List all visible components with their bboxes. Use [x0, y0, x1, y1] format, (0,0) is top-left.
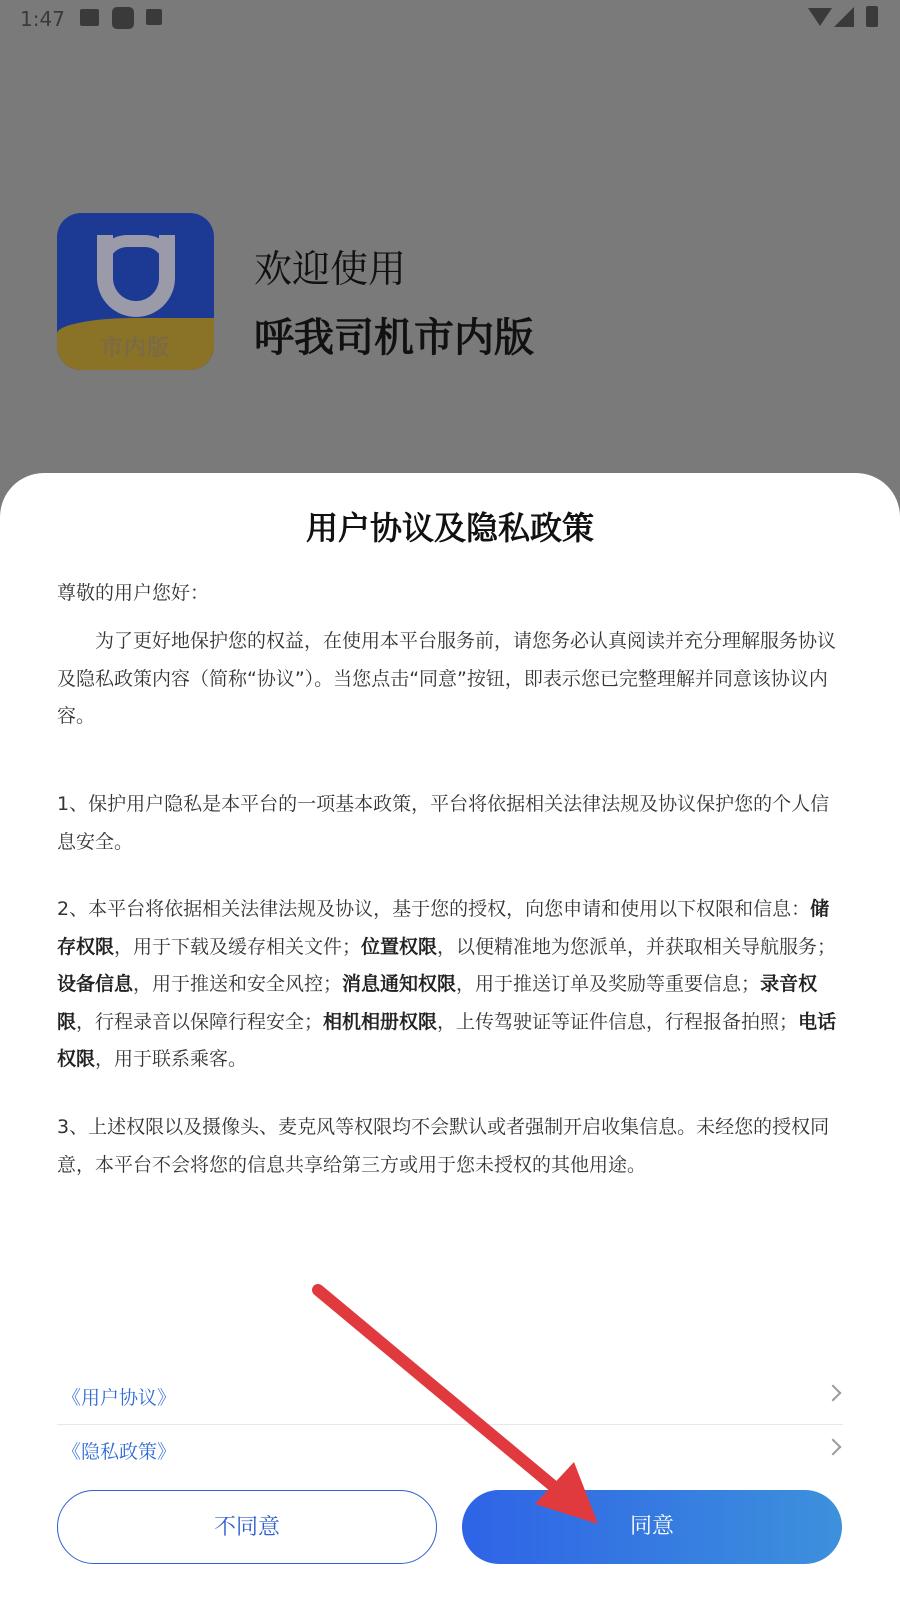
status-bar [0, 0, 900, 38]
agree-button[interactable]: 同意 [462, 1490, 842, 1564]
dialog-title: 用户协议及隐私政策 [305, 509, 594, 547]
privacy-policy-link[interactable] [57, 1424, 843, 1476]
status-time: 1:47 [20, 7, 65, 31]
app-logo [57, 213, 214, 370]
chevron-right-icon [825, 1439, 842, 1456]
chevron-right-icon [825, 1385, 842, 1402]
item2-text: ，用于下载及缓存相关文件； [114, 935, 362, 958]
storage-permission: 储存权限 [57, 898, 830, 958]
notification-permission: 消息通知权限 [342, 973, 457, 995]
greeting-text: 尊敬的用户您好： [57, 582, 210, 604]
item2-text: ，用于推送和安全风控； [133, 973, 343, 995]
item2-text: ，用于推送订单及奖励等重要信息； [456, 973, 761, 995]
signal-icon [834, 7, 854, 27]
privacy-policy-label: 《隐私政策》 [62, 1441, 177, 1463]
camera-permission: 相机相册权限 [323, 1010, 438, 1033]
location-permission: 位置权限 [361, 935, 438, 958]
app-notification-icon [112, 7, 134, 29]
policy-item-3: 3、上述权限以及摄像头、麦克风等权限均不会默认或者强制开启收集信息。未经您的授权同意，本平台不会将您的信息共享给第三方或用于您未授权的其他用途。 [57, 1116, 830, 1176]
policy-item-2 [57, 891, 843, 1079]
policy-item-1: 1、保护用户隐私是本平台的一项基本政策，平台将依据相关法律法规及协议保护您的个人信息安全。 [57, 793, 830, 853]
item2-text: ，行程录音以保障行程安全； [76, 1010, 324, 1033]
text-icon [146, 9, 162, 25]
photo-icon [80, 9, 99, 26]
item2-text: ，用于联系乘客。 [95, 1048, 248, 1070]
intro-paragraph: 为了更好地保护您的权益，在使用本平台服务前，请您务必认真阅读并充分理解服务协议及隐私政策内容（简称“协议”）。当您点击“同意”按钮，即表示您已完整理解并同意该协议内容。 [57, 630, 837, 727]
privacy-dialog [0, 473, 900, 1600]
device-info-permission: 设备信息 [57, 973, 134, 995]
disagree-button[interactable]: 不同意 [57, 1490, 437, 1564]
item2-text: 2、本平台将依据相关法律法规及协议，基于您的授权，向您申请和使用以下权限和信息： [57, 898, 811, 920]
phone-permission: 电话权限 [57, 1010, 837, 1070]
app-name: 呼我司机市内版 [254, 315, 534, 361]
welcome-text: 欢迎使用 [254, 247, 407, 291]
wifi-icon [808, 8, 832, 26]
logo-label: 市内版 [100, 336, 170, 361]
item2-text: ，以便精准地为您派单，并获取相关导航服务； [437, 935, 837, 958]
user-agreement-label: 《用户协议》 [62, 1387, 177, 1409]
audio-permission: 录音权限 [57, 973, 818, 1033]
battery-icon [866, 6, 878, 27]
user-agreement-link[interactable] [57, 1371, 843, 1423]
logo-m-bottom [97, 235, 175, 317]
item2-text: ，上传驾驶证等证件信息，行程报备拍照； [437, 1010, 799, 1033]
